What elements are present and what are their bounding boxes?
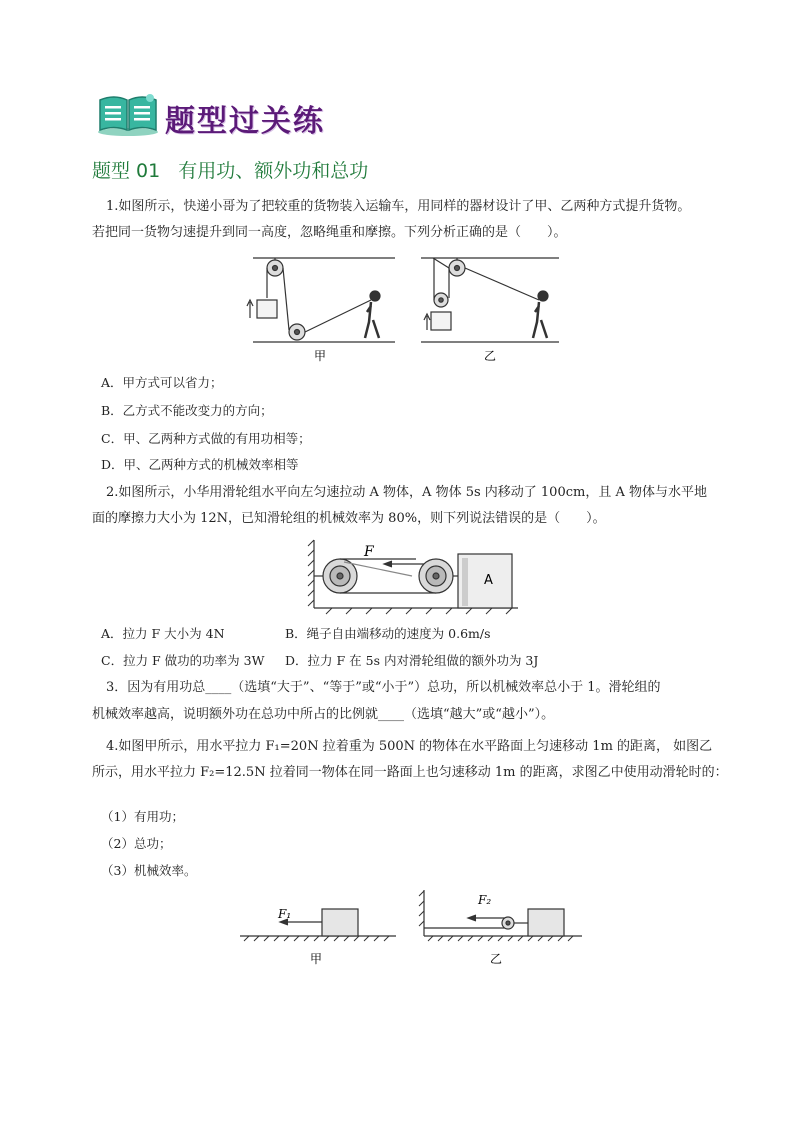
q4-line2: 所示，用水平拉力 F₂=12.5N 拉着同一物体在同一路面上也匀速移动 1m 的距离，求图乙中使用动滑轮时的： [92, 765, 728, 780]
q1-option-c: C．甲、乙两种方式做的有用功相等； [101, 431, 311, 446]
q1-line2: 若把同一货物匀速提升到同一高度，忽略绳重和摩擦。下列分析正确的是（ ）。 [92, 225, 567, 240]
q4-fig-left-label: 甲 [309, 952, 323, 966]
q2-figure [306, 536, 520, 616]
q4-item-3: （3）机械效率。 [101, 863, 197, 878]
section-heading [92, 156, 386, 183]
q4-fig-right-label: 乙 [489, 952, 503, 966]
q4-f2-label: F₂ [478, 893, 492, 907]
q2-option-c: C．拉力 F 做功的功率为 3W [101, 653, 265, 668]
q1-fig-left-label: 甲 [313, 349, 327, 363]
section-label: 题型 01 [92, 160, 161, 182]
q4-item-2: （2）总功； [101, 836, 172, 851]
q3-line2: 机械效率越高，说明额外功在总功中所占的比例就____（选填“越大”或“越小”）。 [92, 707, 555, 722]
q2-line2: 面的摩擦力大小为 12N，已知滑轮组的机械效率为 80%，则下列说法错误的是（ ）。 [92, 511, 606, 526]
book-icon [96, 92, 160, 136]
q1-figure [245, 254, 565, 366]
q4-f1-label: F₁ [278, 907, 292, 921]
q2-block-label: A [484, 573, 493, 588]
q2-option-a: A．拉力 F 大小为 4N [101, 626, 225, 641]
q2-option-d: D．拉力 F 在 5s 内对滑轮组做的额外功为 3J [285, 653, 539, 668]
q3-line1: 3．因为有用功总____（选填“大于”、“等于”或“小于”）总功，所以机械效率总小于 1。滑轮组的 [106, 680, 661, 695]
q1-line1: 1.如图所示，快递小哥为了把较重的货物装入运输车，用同样的器材设计了甲、乙两种方式提升货物。 [106, 199, 691, 214]
q4-line1: 4.如图甲所示，用水平拉力 F₁=20N 拉着重为 500N 的物体在水平路面上匀速移动 1m 的距离， 如图乙 [106, 739, 713, 754]
q2-line1: 2.如图所示，小华用滑轮组水平向左匀速拉动 A 物体，A 物体 5s 内移动了 100cm，且 A 物体与水平地 [106, 485, 707, 500]
banner-title: 题型过关练 [165, 104, 325, 139]
q2-option-b: B．绳子自由端移动的速度为 0.6m/s [285, 626, 491, 641]
q1-fig-right-label: 乙 [483, 349, 497, 363]
q1-option-a: A．甲方式可以省力； [101, 375, 223, 390]
q4-figure [238, 888, 586, 970]
q1-option-b: B．乙方式不能改变力的方向； [101, 403, 273, 418]
q4-item-1: （1）有用功； [101, 809, 184, 824]
section-title: 有用功、额外功和总功 [178, 160, 369, 182]
q2-force-label: F [364, 544, 374, 560]
q1-option-d: D．甲、乙两种方式的机械效率相等 [101, 457, 299, 472]
